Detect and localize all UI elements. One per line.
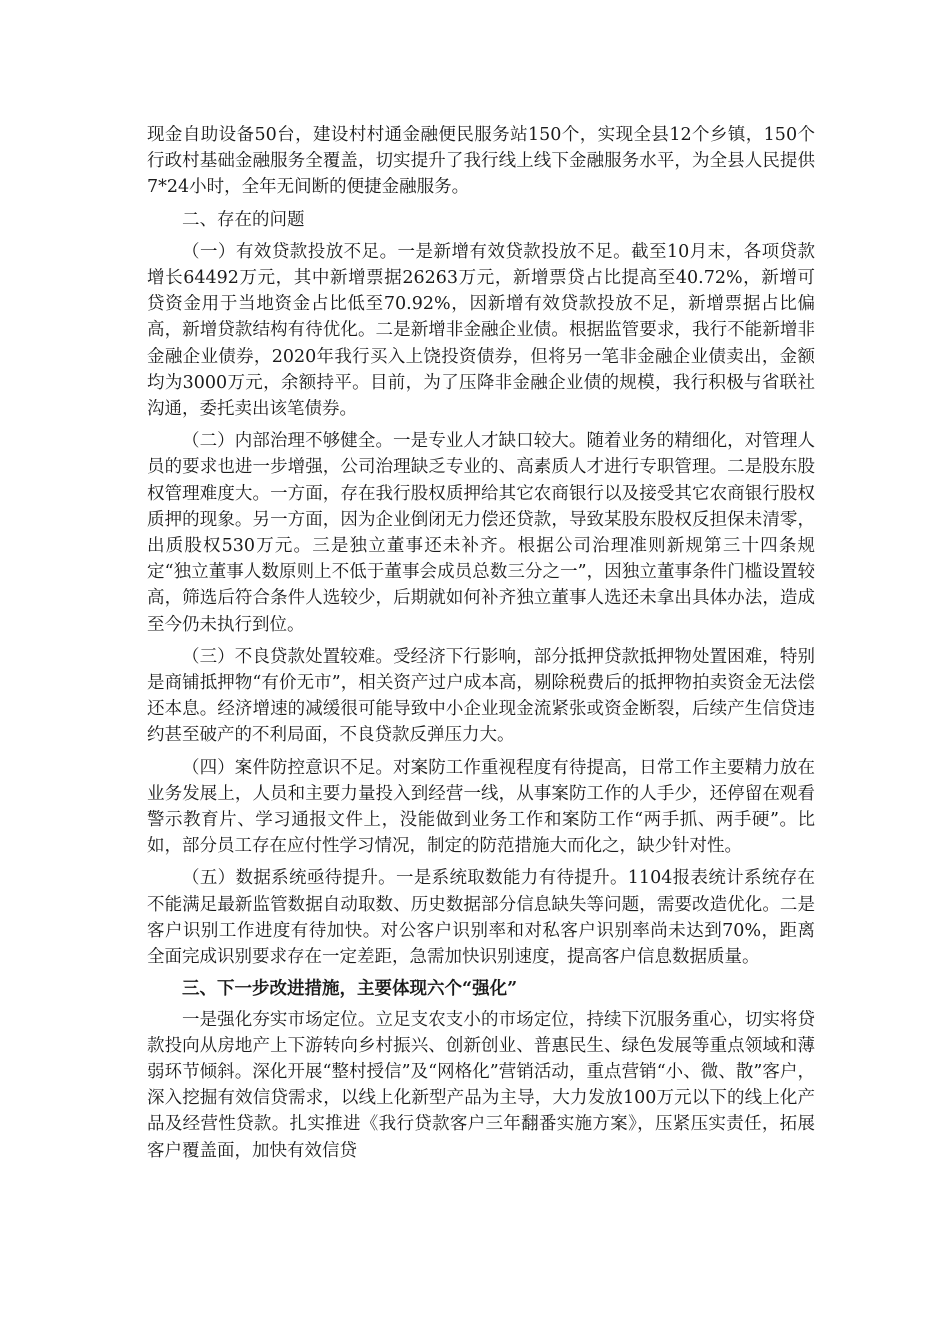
section-heading-problems: 二、存在的问题 xyxy=(182,209,305,230)
intro-paragraph: 现金自助设备50台，建设村村通金融便民服务站150个，实现全县12个乡镇，150个行政村基础金融服务全覆盖，切实提升了我行线上线下金融服务水平，为全县人民提供7*24小时，全年无间断的便捷金融服务。 xyxy=(147,125,815,198)
section-heading-measures: 三、下一步改进措施，主要体现六个“强化” xyxy=(182,979,518,1000)
problem-paragraph-2: （二）内部治理不够健全。一是专业人才缺口较大。随着业务的精细化，对管理人员的要求也进一步增强，公司治理缺乏专业的、高素质人才进行专职管理。二是股东股权管理难度大。一方面，存在我行股权质押给其它农商银行以及接受其它农商银行股权质押的现象。另一方面，因为企业倒闭无力偿还贷款，导致某股东股权反担保未清零，出质股权530万元。三是独立董事还未补齐。根据公司治理准则新规第三十四条规定“独立董事人数原则上不低于董事会成员总数三分之一”，因独立董事条件门槛设置较高，筛选后符合条件人选较少，后期就如何补齐独立董事人选还未拿出具体办法，造成至今仍未执行到位。 xyxy=(147,431,815,635)
problem-paragraph-1: （一）有效贷款投放不足。一是新增有效贷款投放不足。截至10月末，各项贷款增长64492万元，其中新增票据26263万元，新增票贷占比提高至40.72%，新增可贷资金用于当地资金占比低至70.92%，因新增有效贷款投放不足，新增票据占比偏高，新增贷款结构有待优化。二是新增非金融企业债。根据监管要求，我行不能新增非金融企业债券，2020年我行买入上饶投资债券，但将另一笔非金融企业债卖出，金额均为3000万元，余额持平。目前，为了压降非金融企业债的规模，我行积极与省联社沟通，委托卖出该笔债券。 xyxy=(147,241,815,420)
problem-paragraph-5: （五）数据系统亟待提升。一是系统取数能力有待提升。1104报表统计系统存在不能满足最新监管数据自动取数、历史数据部分信息缺失等问题，需要改造优化。二是客户识别工作进度有待加快。对公客户识别率和对私客户识别率尚未达到70%，距离全面完成识别要求存在一定差距，急需加快识别速度，提高客户信息数据质量。 xyxy=(147,868,815,968)
problem-paragraph-3: （三）不良贷款处置较难。受经济下行影响，部分抵押贷款抵押物处置困难，特别是商铺抵押物“有价无市”，相关资产过户成本高，剔除税费后的抵押物拍卖资金无法偿还本息。经济增速的减缓很可能导致中小企业现金流紧张或资金断裂，后续产生信贷违约甚至破产的不利局面，不良贷款反弹压力大。 xyxy=(147,646,815,746)
document-body xyxy=(147,122,815,1170)
measure-paragraph-1: 一是强化夯实市场定位。立足支农支小的市场定位，持续下沉服务重心，切实将贷款投向从房地产上下游转向乡村振兴、创新创业、普惠民生、绿色发展等重点领域和薄弱环节倾斜。深化开展“整村授信”及“网格化”营销活动，重点营销“小、微、散”客户，深入挖掘有效信贷需求，以线上化新型产品为主导，大力发放100万元以下的线上化产品及经营性贷款。扎实推进《我行贷款客户三年翻番实施方案》，压紧压实责任，拓展客户覆盖面，加快有效信贷 xyxy=(147,1009,815,1161)
problem-paragraph-4: （四）案件防控意识不足。对案防工作重视程度有待提高，日常工作主要精力放在业务发展上，人员和主要力量投入到经营一线，从事案防工作的人手少，还停留在观看警示教育片、学习通报文件上，没能做到业务工作和案防工作“两手抓、两手硬”。比如，部分员工存在应付性学习情况，制定的防范措施大而化之，缺少针对性。 xyxy=(147,757,815,857)
